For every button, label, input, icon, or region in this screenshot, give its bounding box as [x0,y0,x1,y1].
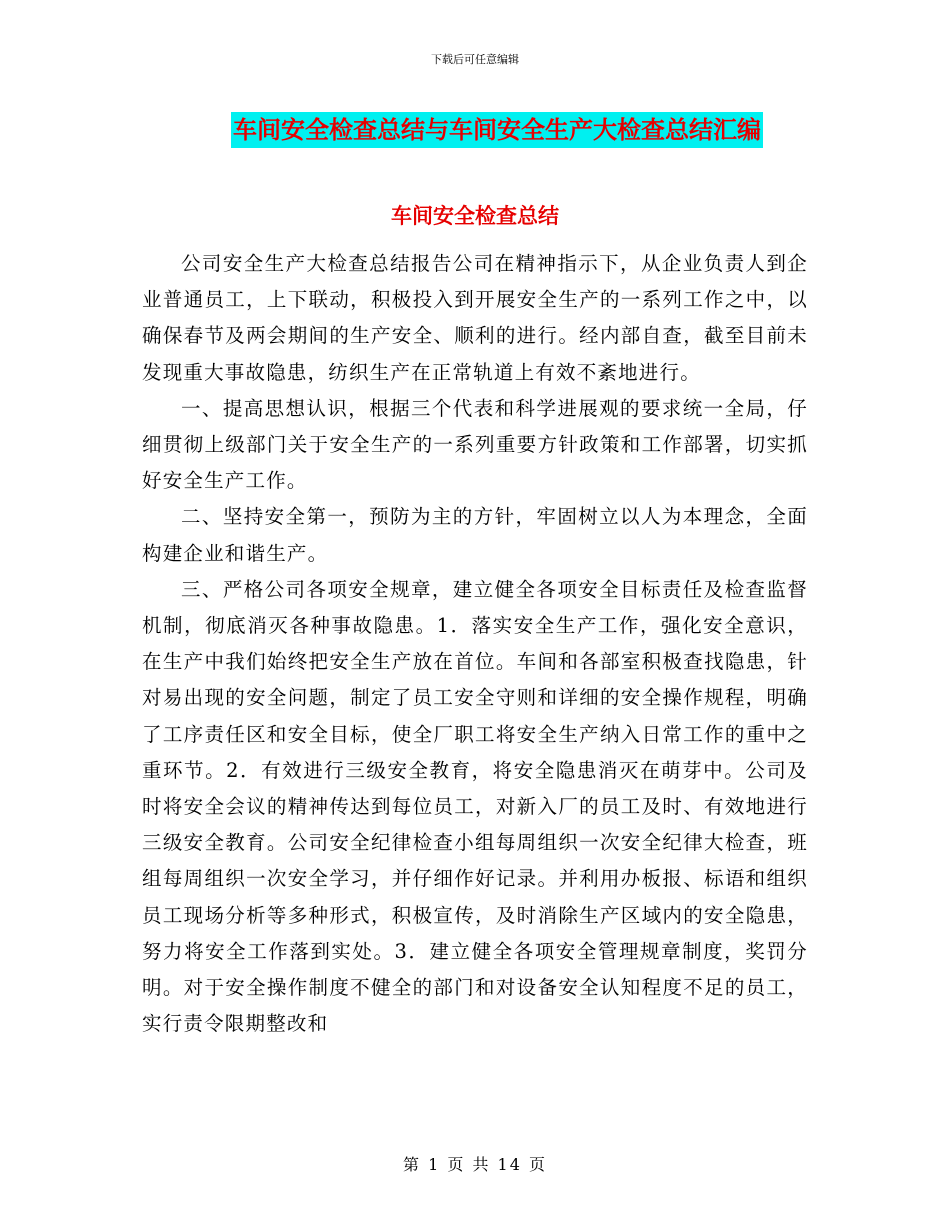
page-header-note: 下载后可任意编辑 [431,53,519,66]
page-footer-indicator: 第 1 页 共 14 页 [403,1155,547,1174]
body-paragraph: 一、提高思想认识，根据三个代表和科学进展观的要求统一全局，仔细贯彻上级部门关于安全生产的一系列重要方针政策和工作部署，切实抓好安全生产工作。 [142,396,808,493]
body-paragraph: 公司安全生产大检查总结报告公司在精神指示下，从企业负责人到企业普通员工，上下联动，积极投入到开展安全生产的一系列工作之中，以确保春节及两会期间的生产安全、顺利的进行。经内部自查，截至目前未发现重大事故隐患，纺织生产在正常轨道上有效不紊地进行。 [142,252,808,384]
body-paragraph: 二、坚持安全第一，预防为主的方针，牢固树立以人为本理念，全面构建企业和谐生产。 [142,505,808,565]
body-paragraph: 三、严格公司各项安全规章，建立健全各项安全目标责任及检查监督机制，彻底消灭各种事故隐患。1．落实安全生产工作，强化安全意识，在生产中我们始终把安全生产放在首位。车间和各部室积极查找隐患，针对易出现的安全问题，制定了员工安全守则和详细的安全操作规程，明确了工序责任区和安全目标，使全厂职工将安全生产纳入日常工作的重中之重环节。2．有效进行三级安全教育，将安全隐患消灭在萌芽中。公司及时将安全会议的精神传达到每位员工，对新入厂的员工及时、有效地进行三级安全教育。公司安全纪律检查小组每周组织一次安全纪律大检查，班组每周组织一次安全学习，并仔细作好记录。并利用办板报、标语和组织员工现场分析等多种形式，积极宣传，及时消除生产区域内的安全隐患，努力将安全工作落到实处。3．建立健全各项安全管理规章制度，奖罚分明。对于安全操作制度不健全的部门和对设备安全认知程度不足的员工，实行责令限期整改和 [142,577,808,1036]
document-body [142,246,808,1042]
section-title: 车间安全检查总结 [391,204,559,228]
document-title [0,112,950,148]
document-title-text: 车间安全检查总结与车间安全生产大检查总结汇编 [231,112,763,148]
